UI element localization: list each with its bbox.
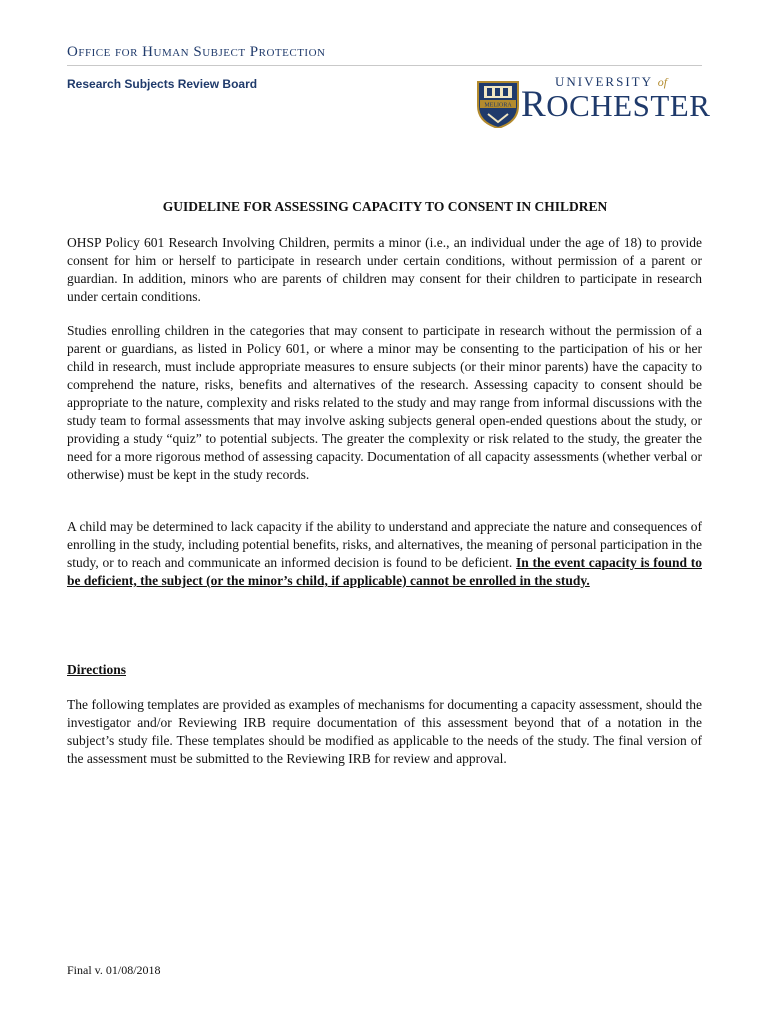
shield-icon bbox=[478, 82, 518, 128]
lack-capacity-text: A child may be determined to lack capacity if the ability to understand and appreciate the nature and consequences of enrolling in the study, including potential benefits, risks, and alternatives, the meaning of personal participation in the study, or to reach and communicate an informed decision is found to be deficient. bbox=[67, 519, 702, 570]
paragraph-policy: OHSP Policy 601 Research Involving Children, permits a minor (i.e., an individual under the age of 18) to provide consent for him or herself to participate in research under certain conditions, without permission of a parent or guardian. In addition, minors who are parents of children may consent for their children to participate in research under certain conditions. bbox=[67, 235, 702, 304]
logo-rochester-line: ROCHESTER bbox=[521, 84, 711, 125]
header-divider bbox=[67, 65, 702, 66]
directions-heading: Directions bbox=[67, 662, 126, 677]
page-title: GUIDELINE FOR ASSESSING CAPACITY TO CONSENT IN CHILDREN bbox=[162, 199, 608, 214]
board-name: Research Subjects Review Board bbox=[67, 77, 258, 91]
footer-version: Final v. 01/08/2018 bbox=[67, 963, 161, 977]
svg-text:MELIORA: MELIORA bbox=[484, 102, 512, 109]
paragraph-lack-capacity bbox=[67, 518, 702, 590]
enrollment-warning: In the event capacity is found to be deficient, the subject (or the minor’s child, if applicable) cannot be enrolled in the study. bbox=[67, 555, 702, 588]
office-name: Office for Human Subject Protection bbox=[67, 44, 326, 60]
paragraph-capacity-measures: Studies enrolling children in the categories that may consent to participate in research without the permission of a parent or guardians, as listed in Policy 601, or where a minor may be consenting to the participation of his or her child in research, must include appropriate measures to ensure subjects (or their minor parents) have the capacity to comprehend the nature, risks, benefits and alternatives of the research. Assessing capacity to consent should be appropriate to the nature, complexity and risks related to the study and may range from informal discussions with the study team to formal assessments that may involve asking subjects general open-ended questions about the study, or providing a study “quiz” to potential subjects. The greater the complexity or risk related to the study, the greater the need for a more rigorous method of assessing capacity. Documentation of all capacity assessments (whether verbal or otherwise) must be kept in the study records. bbox=[67, 323, 702, 482]
logo-university-line: UNIVERSITY of bbox=[555, 74, 668, 89]
paragraph-directions: The following templates are provided as examples of mechanisms for documenting a capacity assessment, should the investigator and/or Reviewing IRB require documentation of this assessment beyond that of a notation in the subject’s study file. These templates should be modified as applicable to the needs of the study. The final version of the assessment must be submitted to the Reviewing IRB for review and approval. bbox=[67, 697, 702, 766]
